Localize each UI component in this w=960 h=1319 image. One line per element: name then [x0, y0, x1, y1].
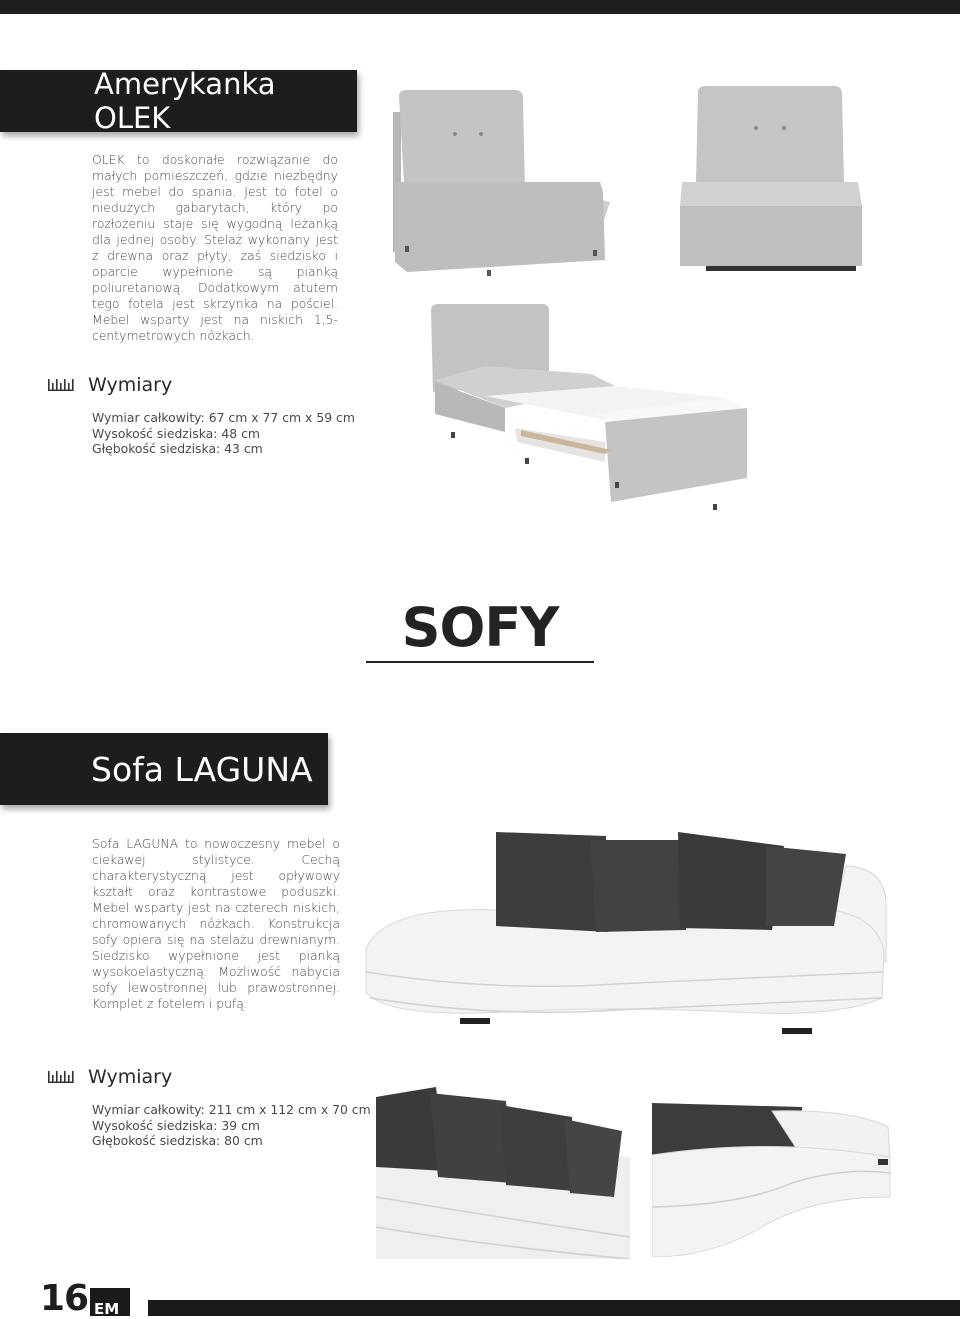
laguna-sofa-detail-left-image — [376, 1087, 630, 1259]
laguna-sofa-main-image — [356, 822, 890, 1044]
page-number: 16 — [40, 1278, 89, 1319]
brand-badge-text: EM — [94, 1300, 120, 1316]
spec-line: Wysokość siedziska: 39 cm — [92, 1117, 260, 1133]
spec-line: Wymiar całkowity: 211 cm x 112 cm x 70 cm — [92, 1102, 371, 1117]
product-description-olek: OLEK to doskonałe rozwiązanie do małych pomieszczeń, gdzie niezbędny jest mebel do spania. Jest to fotel o niedużych gabarytach, który po rozłożeniu staje się wygodną leżanką dla jednej osoby. Stelaż wykonany jest z drewna oraz płyty, zaś siedzisko i oparcie wypełnione są pianką poliuretanową. Dodatkowym atutem tego fotela jest skrzynka na pościel. Mebel wsparty jest na niskich 1,5-centymetrowych nóżkach. — [92, 152, 338, 343]
ruler-icon — [48, 379, 74, 391]
product-title-laguna — [0, 733, 328, 805]
spec-line: Głębokość siedziska: 80 cm — [92, 1133, 263, 1148]
top-bar — [0, 0, 960, 14]
product-title-olek — [0, 67, 357, 135]
dimensions-heading-olek-text: Wymiary — [88, 374, 173, 396]
dimensions-heading-olek — [48, 374, 172, 396]
section-title-underline — [366, 661, 594, 663]
brand-badge — [90, 1288, 130, 1316]
dimensions-heading-laguna-text: Wymiary — [88, 1066, 173, 1088]
product-title-olek-text: Amerykanka OLEK — [94, 67, 276, 135]
olek-bed-unfolded-image — [425, 302, 755, 514]
spec-line: Wymiar całkowity: 67 cm x 77 cm x 59 cm — [92, 410, 355, 425]
ruler-icon — [48, 1071, 74, 1083]
olek-chair-front-image — [676, 86, 864, 276]
olek-chair-side-image — [385, 82, 615, 282]
bottom-bar — [148, 1300, 960, 1316]
product-description-laguna: Sofa LAGUNA to nowoczesny mebel o ciekawej stylistyce. Cechą charakterystyczną jest opływowy kształt oraz kontrastowe poduszki. Mebel wsparty jest na czterech niskich, chromowanych nóżkach. Konstrukcja sofy opiera się na stelażu drewnianym. Siedzisko wypełnione jest pianką wysokoelastyczną. Możliwość nabycia sofy lewostronnej lub prawostronnej. Komplet z fotelem i pufą. — [92, 836, 340, 1011]
section-title: SOFY — [401, 596, 559, 659]
dimensions-heading-laguna — [48, 1066, 172, 1088]
dimensions-specs-olek — [92, 410, 355, 457]
laguna-sofa-detail-right-image — [652, 1087, 892, 1257]
spec-line: Wysokość siedziska: 48 cm — [92, 425, 260, 441]
dimensions-specs-laguna — [92, 1102, 371, 1149]
spec-line: Głębokość siedziska: 43 cm — [92, 441, 263, 456]
product-title-laguna-text: Sofa LAGUNA — [91, 749, 313, 789]
